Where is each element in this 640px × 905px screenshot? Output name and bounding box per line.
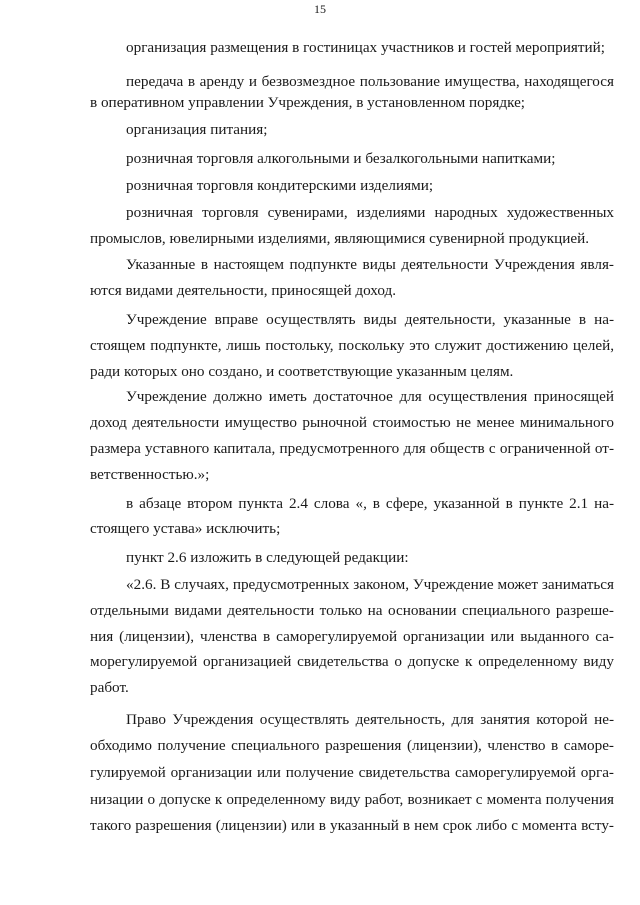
text-line: розничная торговля алкогольными и безалкогольными напитками; [126, 150, 556, 167]
page-number: 15 [314, 2, 326, 16]
text-line: ветственностью.»; [90, 466, 210, 483]
text-line: такого разрешения (лицензии) или в указанный в нем срок либо с момента всту- [90, 817, 614, 834]
text-line: «2.6. В случаях, предусмотренных законом, Учреждение может заниматься [126, 576, 614, 593]
text-line: ются видами деятельности, приносящей доход. [90, 282, 397, 299]
text-line: розничная торговля кондитерскими изделиями; [126, 177, 434, 194]
text-line: Учреждение вправе осуществлять виды деятельности, указанные в на- [126, 311, 614, 328]
text-line: Указанные в настоящем подпункте виды деятельности Учреждения явля- [126, 256, 614, 273]
text-line: организация питания; [126, 121, 268, 138]
text-line: пункт 2.6 изложить в следующей редакции: [126, 549, 409, 566]
text-line: стоящем подпункте, лишь постольку, поскольку это служит достижению целей, [90, 337, 614, 354]
text-line: ради которых оно создано, и соответствующие указанным целям. [90, 363, 514, 380]
text-line: размера уставного капитала, предусмотренного для обществ с ограниченной от- [90, 440, 614, 457]
text-line: низации о допуске к определенному виду работ, возникает с момента получения [90, 791, 614, 808]
text-line: в оперативном управлении Учреждения, в установленном порядке; [90, 94, 526, 111]
text-line: передача в аренду и безвозмездное пользование имущества, находящегося [126, 73, 614, 90]
text-line: морегулируемой организацией свидетельства о допуске к определенному виду [90, 653, 614, 670]
text-line: розничная торговля сувенирами, изделиями народных художественных [126, 204, 614, 221]
text-line: доход деятельности имущество рыночной стоимостью не менее минимального [90, 414, 614, 431]
text-line: в абзаце втором пункта 2.4 слова «, в сфере, указанной в пункте 2.1 на- [126, 495, 614, 512]
text-line: Право Учреждения осуществлять деятельность, для занятия которой не- [126, 711, 614, 728]
text-line: организация размещения в гостиницах участников и гостей мероприятий; [126, 39, 605, 56]
text-line: отдельными видами деятельности только на основании специального разреше- [90, 602, 614, 619]
text-line: обходимо получение специального разрешения (лицензии), членство в саморе- [90, 737, 614, 754]
text-line: ния (лицензии), членства в саморегулируемой организации или выданного са- [90, 628, 614, 645]
text-line: работ. [90, 679, 129, 696]
text-line: Учреждение должно иметь достаточное для осуществления приносящей [126, 388, 614, 405]
text-line: промыслов, ювелирными изделиями, являющимися сувенирной продукцией. [90, 230, 590, 247]
text-line: гулируемой организации или получение свидетельства саморегулируемой орга- [90, 764, 614, 781]
text-line: стоящего устава» исключить; [90, 520, 281, 537]
